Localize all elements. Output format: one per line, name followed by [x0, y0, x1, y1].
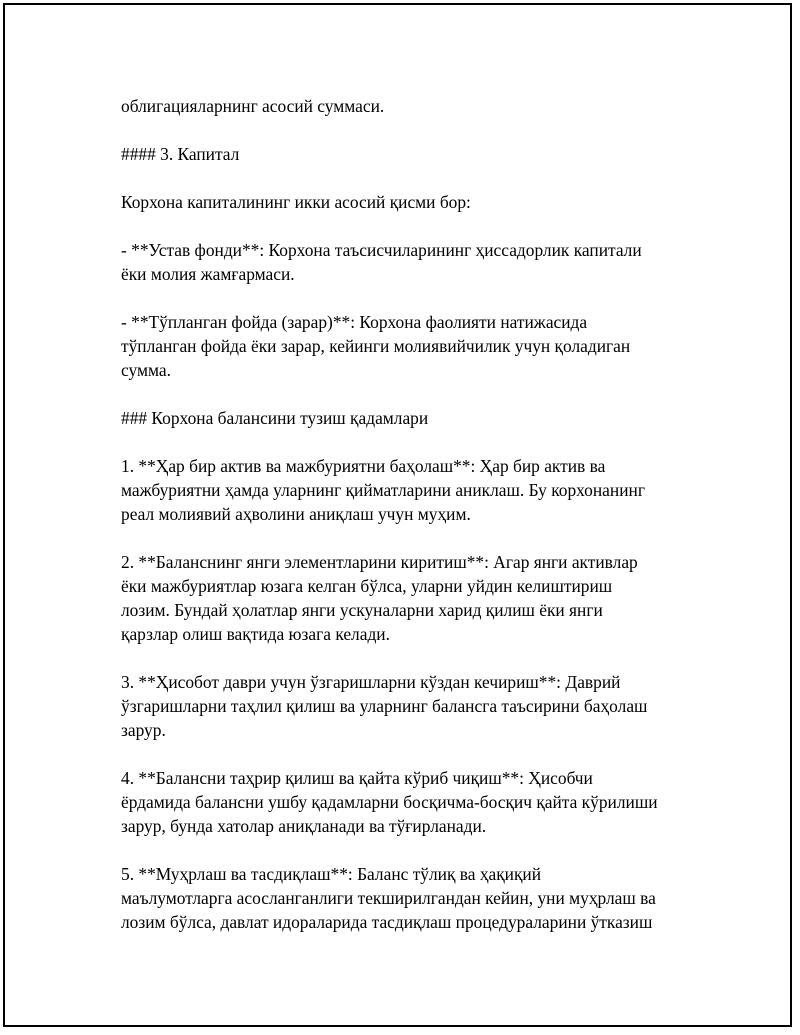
list-item-retained-earnings: - **Тўпланган фойда (зарар)**: Корхона фаолияти натижасида тўпланган фойда ёки зарар, кейинги молиявийчилик учун қоладиган сумма. — [121, 312, 631, 380]
heading-balance-steps: ### Корхона балансини тузиш қадамлари — [121, 408, 429, 428]
list-item-charter-fund: - **Устав фонди**: Корхона таъсисчиларининг ҳиссадорлик капитали ёки молия жамғармаси. — [121, 240, 642, 284]
paragraph-capital-parts: Корхона капиталининг икки асосий қисми бор: — [121, 192, 471, 212]
step-3-review-changes: 3. **Ҳисобот даври учун ўзгаришларни кўздан кечириш**: Даврий ўзгаришларни таҳлил қилиш ва уларнинг балансга таъсирини баҳолаш зарур. — [121, 672, 648, 740]
step-1-evaluate: 1. **Ҳар бир актив ва мажбуриятни баҳолаш**: Ҳар бир актив ва мажбуриятни ҳамда уларнинг қийматларини аниклаш. Бу корхонанинг реал молиявий аҳволини аниқлаш учун муҳим. — [121, 456, 645, 524]
step-5-seal-approve: 5. **Муҳрлаш ва тасдиқлаш**: Баланс тўлиқ ва ҳақиқий маълумотларга асосланганлиги текширилгандан кейин, уни муҳрлаш ва лозим бўлса, давлат идораларида тасдиқлаш процедураларини ўтказиш — [121, 864, 656, 932]
paragraph-principal-amount: облигацияларнинг асосий суммаси. — [121, 96, 385, 116]
document-page — [3, 3, 792, 1027]
heading-capital: #### 3. Капитал — [121, 144, 240, 164]
step-4-edit-review: 4. **Балансни таҳрир қилиш ва қайта кўриб чиқиш**: Ҳисобчи ёрдамида балансни ушбу қадамларни босқичма-босқич қайта кўрилиши зарур, бунда хатолар аниқланади ва тўғирланади. — [121, 768, 658, 836]
step-2-new-elements: 2. **Баланснинг янги элементларини киритиш**: Агар янги активлар ёки мажбуриятлар юзага келган бўлса, уларни уйдин келиштириш лозим. Бундай ҳолатлар янги ускуналарни харид қилиш ёки янги қарзлар олиш вақтида юзага келади. — [121, 552, 638, 644]
document-body — [121, 94, 701, 958]
